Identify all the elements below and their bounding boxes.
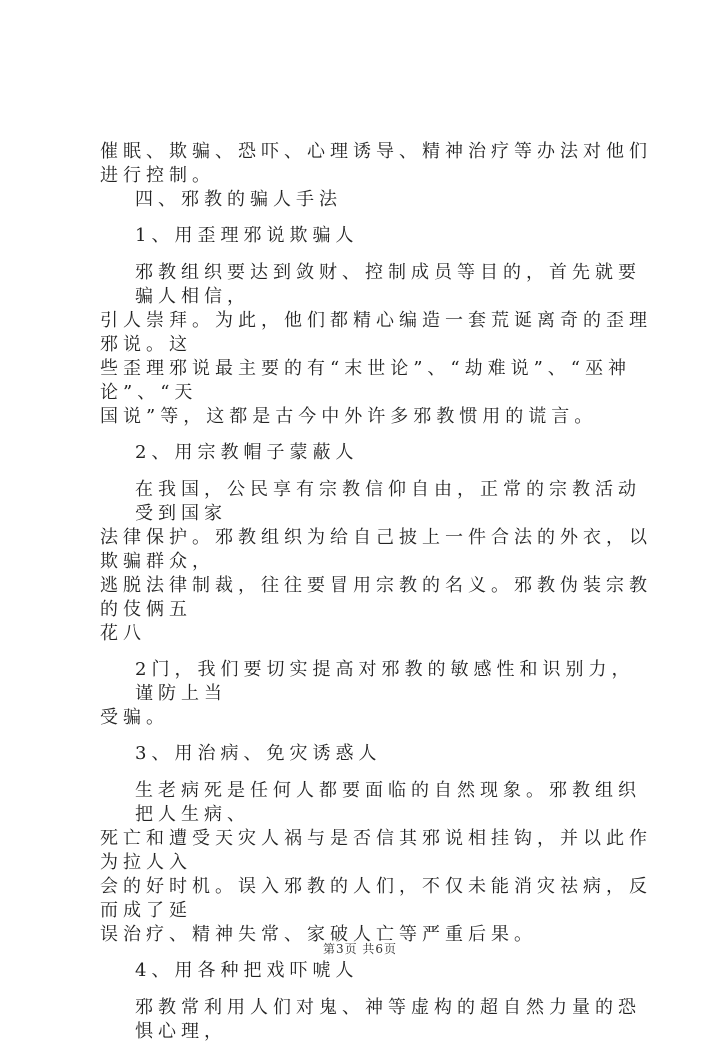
text-line: 邪教常利用人们对鬼、神等虚构的超自然力量的恐惧心理， xyxy=(135,996,641,1042)
text-line: 国说”等，这都是古今中外许多邪教惯用的谎言。 xyxy=(100,405,598,427)
text-line: 4、用各种把戏吓唬人 xyxy=(135,960,359,982)
text-line: 些歪理邪说最主要的有“末世论”、“劫难说”、“巫神论”、“天 xyxy=(100,357,632,403)
text-line: 引人崇拜。为此，他们都精心编造一套荒诞离奇的歪理邪说。这 xyxy=(100,309,652,355)
text-line: 死亡和遭受天灾人祸与是否信其邪说相挂钩，并以此作为拉人入 xyxy=(100,827,652,873)
text-line: 邪教组织要达到敛财、控制成员等目的，首先就要骗人相信， xyxy=(135,261,641,307)
text-line: 误治疗、精神失常、家破人亡等严重后果。 xyxy=(100,923,537,945)
text-line: 在我国，公民享有宗教信仰自由，正常的宗教活动受到国家 xyxy=(135,478,641,524)
text-line: 2、用宗教帽子蒙蔽人 xyxy=(135,442,359,464)
text-line: 逃脱法律制裁，往往要冒用宗教的名义。邪教伪装宗教的伎俩五 xyxy=(100,574,652,620)
text-line: 花八 xyxy=(100,622,146,644)
text-line: 生老病死是任何人都要面临的自然现象。邪教组织把人生病、 xyxy=(135,779,641,825)
page-footer: 第3页 共6页 xyxy=(322,942,398,956)
text-line: 3、用治病、免灾诱惑人 xyxy=(135,743,382,765)
text-line: 会的好时机。误入邪教的人们，不仅未能消灾祛病，反而成了延 xyxy=(100,875,652,921)
text-line: 法律保护。邪教组织为给自己披上一件合法的外衣，以欺骗群众， xyxy=(100,526,652,572)
text-line: 2门，我们要切实提高对邪教的敏感性和识别力，谨防上当 xyxy=(135,658,635,704)
text-line: 受骗。 xyxy=(100,706,169,728)
text-line: 1、用歪理邪说欺骗人 xyxy=(135,225,359,247)
text-line: 催眠、欺骗、恐吓、心理诱导、精神治疗等办法对他们进行控制。 xyxy=(100,141,652,186)
text-line: 四、邪教的骗人手法 xyxy=(135,189,342,210)
document-page xyxy=(100,140,657,1044)
